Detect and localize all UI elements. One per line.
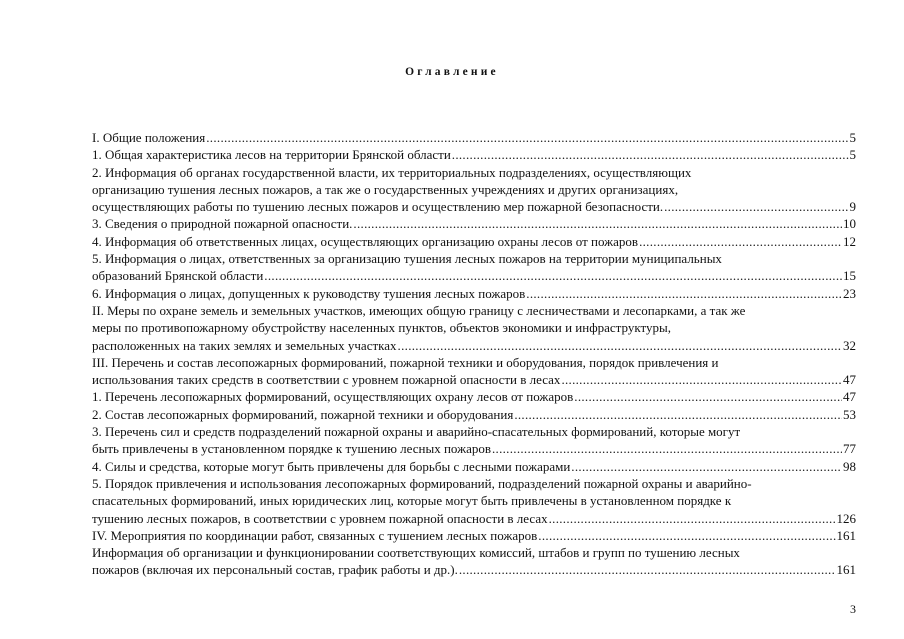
toc-entry-page: 32 <box>843 337 856 353</box>
dot-leader <box>561 371 842 388</box>
toc-entry[interactable] <box>92 250 856 285</box>
toc-entry[interactable] <box>92 406 856 423</box>
dot-leader <box>574 388 842 405</box>
toc-entry-page: 77 <box>843 441 856 457</box>
dot-leader <box>514 406 842 423</box>
toc-entry[interactable] <box>92 475 856 527</box>
toc-entry[interactable] <box>92 354 856 389</box>
toc-entry-page: 47 <box>843 389 856 405</box>
page-number: 3 <box>850 602 856 616</box>
toc-entry-text: 1. Общая характеристика лесов на территории Брянской области <box>92 147 451 163</box>
toc-entry-last-line <box>92 406 856 423</box>
toc-entry-text: пожаров (включая их персональный состав, график работы и др.). <box>92 562 458 578</box>
toc-entry[interactable] <box>92 233 856 250</box>
toc-entry[interactable] <box>92 302 856 354</box>
toc-entry-text: тушению лесных пожаров, в соответствии с уровнем пожарной опасности в лесах <box>92 510 548 526</box>
toc-entry-text: осуществляющих работы по тушению лесных пожаров и осуществлению мер пожарной безопасности. <box>92 199 664 215</box>
dot-leader <box>353 215 842 232</box>
dot-leader <box>452 146 849 163</box>
toc-entry-last-line <box>92 458 856 475</box>
toc-entry-page: 161 <box>836 527 856 543</box>
toc-entry-page: 9 <box>849 199 856 215</box>
toc-entry-last-line <box>92 129 856 146</box>
toc-entry-line: 3. Перечень сил и средств подразделений пожарной охраны и аварийно-спасательных формирований, которые могут <box>92 424 741 440</box>
toc-entry-text: 4. Силы и средства, которые могут быть привлечены для борьбы с лесными пожарами <box>92 458 571 474</box>
toc-entry-text: 6. Информация о лицах, допущенных к руководству тушения лесных пожаров <box>92 285 526 301</box>
toc-entry-last-line <box>92 440 856 457</box>
dot-leader <box>398 337 842 354</box>
toc-entry-page: 98 <box>843 458 856 474</box>
toc-entry-text: расположенных на таких землях и земельных участках <box>92 337 397 353</box>
toc-entry-last-line <box>92 510 856 527</box>
toc-entry-text: I. Общие положения <box>92 130 206 145</box>
toc-entry-last-line <box>92 285 856 302</box>
toc-entry-last-line <box>92 561 856 578</box>
toc-entry-page: 5 <box>849 147 856 163</box>
toc-entry-line: 5. Информация о лицах, ответственных за организацию тушения лесных пожаров на территории муниципальных <box>92 251 722 267</box>
toc-entry-last-line <box>92 215 856 232</box>
toc-entry-page: 161 <box>836 562 856 578</box>
toc-entry-page: 15 <box>843 268 856 284</box>
toc-entry-line: 5. Порядок привлечения и использования лесопожарных формирований, подразделений пожарной охраны и аварийно- <box>92 475 752 491</box>
toc-entry-last-line <box>92 371 856 388</box>
toc-entry-last-line <box>92 388 856 405</box>
dot-leader <box>526 285 842 302</box>
toc-entry-page: 10 <box>843 216 856 232</box>
toc-entry[interactable] <box>92 458 856 475</box>
toc-entry-line: Информация об организации и функционировании соответствующих комиссий, штабов и групп по тушению лесных <box>92 545 740 561</box>
dot-leader <box>639 233 842 250</box>
toc-entry[interactable] <box>92 285 856 302</box>
toc-entry-last-line <box>92 233 856 250</box>
dot-leader <box>538 527 835 544</box>
toc-entry-page: 126 <box>836 510 856 526</box>
toc-entry-last-line <box>92 198 856 215</box>
toc-entry-line: меры по противопожарному обустройству населенных пунктов, объектов экономики и инфраструктуры, <box>92 320 671 336</box>
toc-entry-last-line <box>92 267 856 284</box>
toc-entry[interactable] <box>92 215 856 232</box>
dot-leader <box>549 510 836 527</box>
table-of-contents <box>92 129 856 579</box>
dot-leader <box>206 129 848 146</box>
dot-leader <box>459 561 836 578</box>
toc-entry-last-line <box>92 146 856 163</box>
toc-entry[interactable] <box>92 544 856 579</box>
toc-entry-text: 4. Информация об ответственных лицах, осуществляющих организацию охраны лесов от пожаров <box>92 233 639 249</box>
toc-entry-text: 2. Состав лесопожарных формирований, пожарной техники и оборудования <box>92 406 514 422</box>
toc-entry-text: быть привлечены в установленном порядке к тушению лесных пожаров <box>92 441 491 457</box>
toc-entry-line: спасательных формирований, иных юридических лиц, которые могут быть привлечены в установленном порядке к <box>92 493 732 509</box>
toc-entry[interactable] <box>92 527 856 544</box>
dot-leader <box>264 267 842 284</box>
toc-entry[interactable] <box>92 164 856 216</box>
toc-entry-text: 1. Перечень лесопожарных формирований, осуществляющих охрану лесов от пожаров <box>92 389 574 405</box>
toc-entry-line: 2. Информация об органах государственной власти, их территориальных подразделениях, осуществляющих <box>92 164 692 180</box>
toc-entry[interactable] <box>92 146 856 163</box>
toc-entry[interactable] <box>92 423 856 458</box>
toc-entry-page: 12 <box>843 233 856 249</box>
dot-leader <box>664 198 848 215</box>
toc-entry[interactable] <box>92 129 856 146</box>
toc-entry-page: 53 <box>843 406 856 422</box>
toc-entry-text: образований Брянской области <box>92 268 264 284</box>
toc-entry-last-line <box>92 337 856 354</box>
toc-entry-page: 5 <box>849 130 856 145</box>
dot-leader <box>492 440 842 457</box>
toc-entry-line: II. Меры по охране земель и земельных участков, имеющих общую границу с лесничествами и лесопарками, а так же <box>92 302 746 318</box>
toc-entry-page: 47 <box>843 372 856 388</box>
toc-entry-text: использования таких средств в соответствии с уровнем пожарной опасности в лесах <box>92 372 561 388</box>
toc-entry-last-line <box>92 527 856 544</box>
toc-entry-line: организацию тушения лесных пожаров, а так же о государственных учреждениях и других организациях, <box>92 181 679 197</box>
page-title: Оглавление <box>405 66 499 78</box>
dot-leader <box>571 458 842 475</box>
toc-entry-text: 3. Сведения о природной пожарной опасности. <box>92 216 353 232</box>
toc-entry-text: IV. Мероприятия по координации работ, связанных с тушением лесных пожаров <box>92 527 538 543</box>
toc-entry[interactable] <box>92 388 856 405</box>
toc-entry-page: 23 <box>843 285 856 301</box>
toc-entry-line: III. Перечень и состав лесопожарных формирований, пожарной техники и оборудования, порядок привлечения и <box>92 354 719 370</box>
